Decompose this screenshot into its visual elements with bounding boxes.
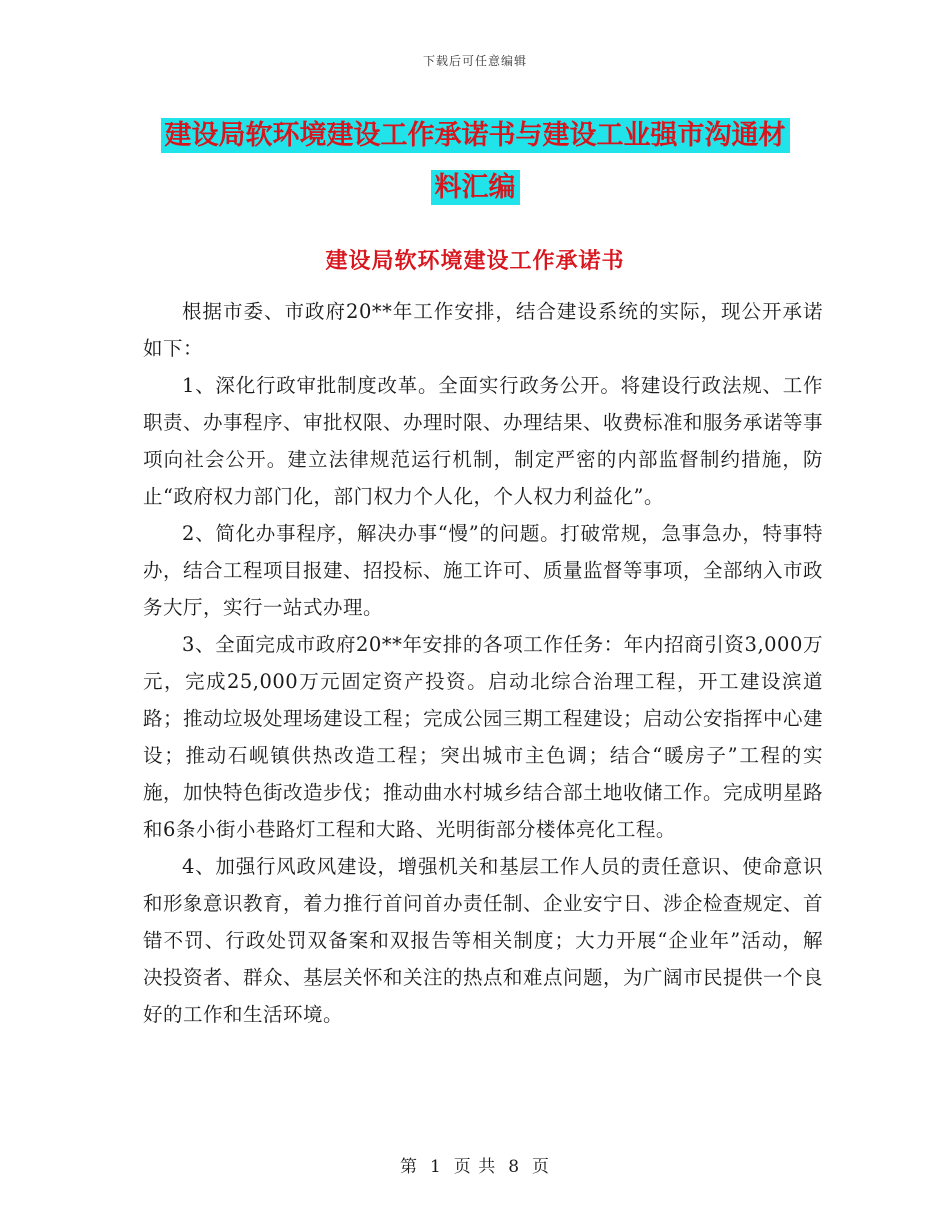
section-title: 建设局软环境建设工作承诺书 xyxy=(325,249,625,274)
page-footer xyxy=(0,1152,950,1177)
footer-total-pages: 8 xyxy=(508,1157,521,1177)
footer-suffix: 页 xyxy=(532,1157,551,1177)
footer-middle: 页 共 xyxy=(453,1157,497,1177)
paragraph-item-1: 1、深化行政审批制度改革。全面实行政务公开。将建设行政法规、工作职责、办事程序、审批权限、办理时限、办理结果、收费标准和服务承诺等事项向社会公开。建立法律规范运行机制，制定严密的内部监督制约措施，防止“政府权力部门化，部门权力个人化，个人权力利益化”。 xyxy=(143,374,824,508)
header-note: 下载后可任意编辑 xyxy=(422,54,527,68)
paragraph-intro: 根据市委、市政府20**年工作安排，结合建设系统的实际，现公开承诺如下： xyxy=(143,300,823,360)
footer-prefix: 第 xyxy=(399,1157,418,1177)
footer-page-number: 1 xyxy=(429,1157,442,1177)
main-title-line2: 料汇编 xyxy=(431,170,520,205)
main-title xyxy=(120,110,830,214)
paragraph-item-4: 4、加强行风政风建设，增强机关和基层工作人员的责任意识、使命意识和形象意识教育，着力推行首问首办责任制、企业安宁日、涉企检查规定、首错不罚、行政处罚双备案和双报告等相关制度；大力开展“企业年”活动，解决投资者、群众、基层关怀和关注的热点和难点问题，为广阔市民提供一个良好的工作和生活环境。 xyxy=(143,855,824,1026)
paragraph-item-2: 2、简化办事程序，解决办事“慢”的问题。打破常规，急事急办，特事特办，结合工程项目报建、招投标、施工许可、质量监督等事项，全部纳入市政务大厅，实行一站式办理。 xyxy=(143,522,824,619)
body-text xyxy=(143,293,823,1033)
main-title-line1: 建设局软环境建设工作承诺书与建设工业强市沟通材 xyxy=(161,118,790,153)
paragraph-item-3: 3、全面完成市政府20**年安排的各项工作任务：年内招商引资3,000万元，完成25,000万元固定资产投资。启动北综合治理工程，开工建设滨道路；推动垃圾处理场建设工程；完成公园三期工程建设；启动公安指挥中心建设；推动石岘镇供热改造工程；突出城市主色调；结合“暖房子”工程的实施，加快特色街改造步伐；推动曲水村城乡结合部土地收储工作。完成明星路和6条小街小巷路灯工程和大路、光明街部分楼体亮化工程。 xyxy=(143,633,824,841)
